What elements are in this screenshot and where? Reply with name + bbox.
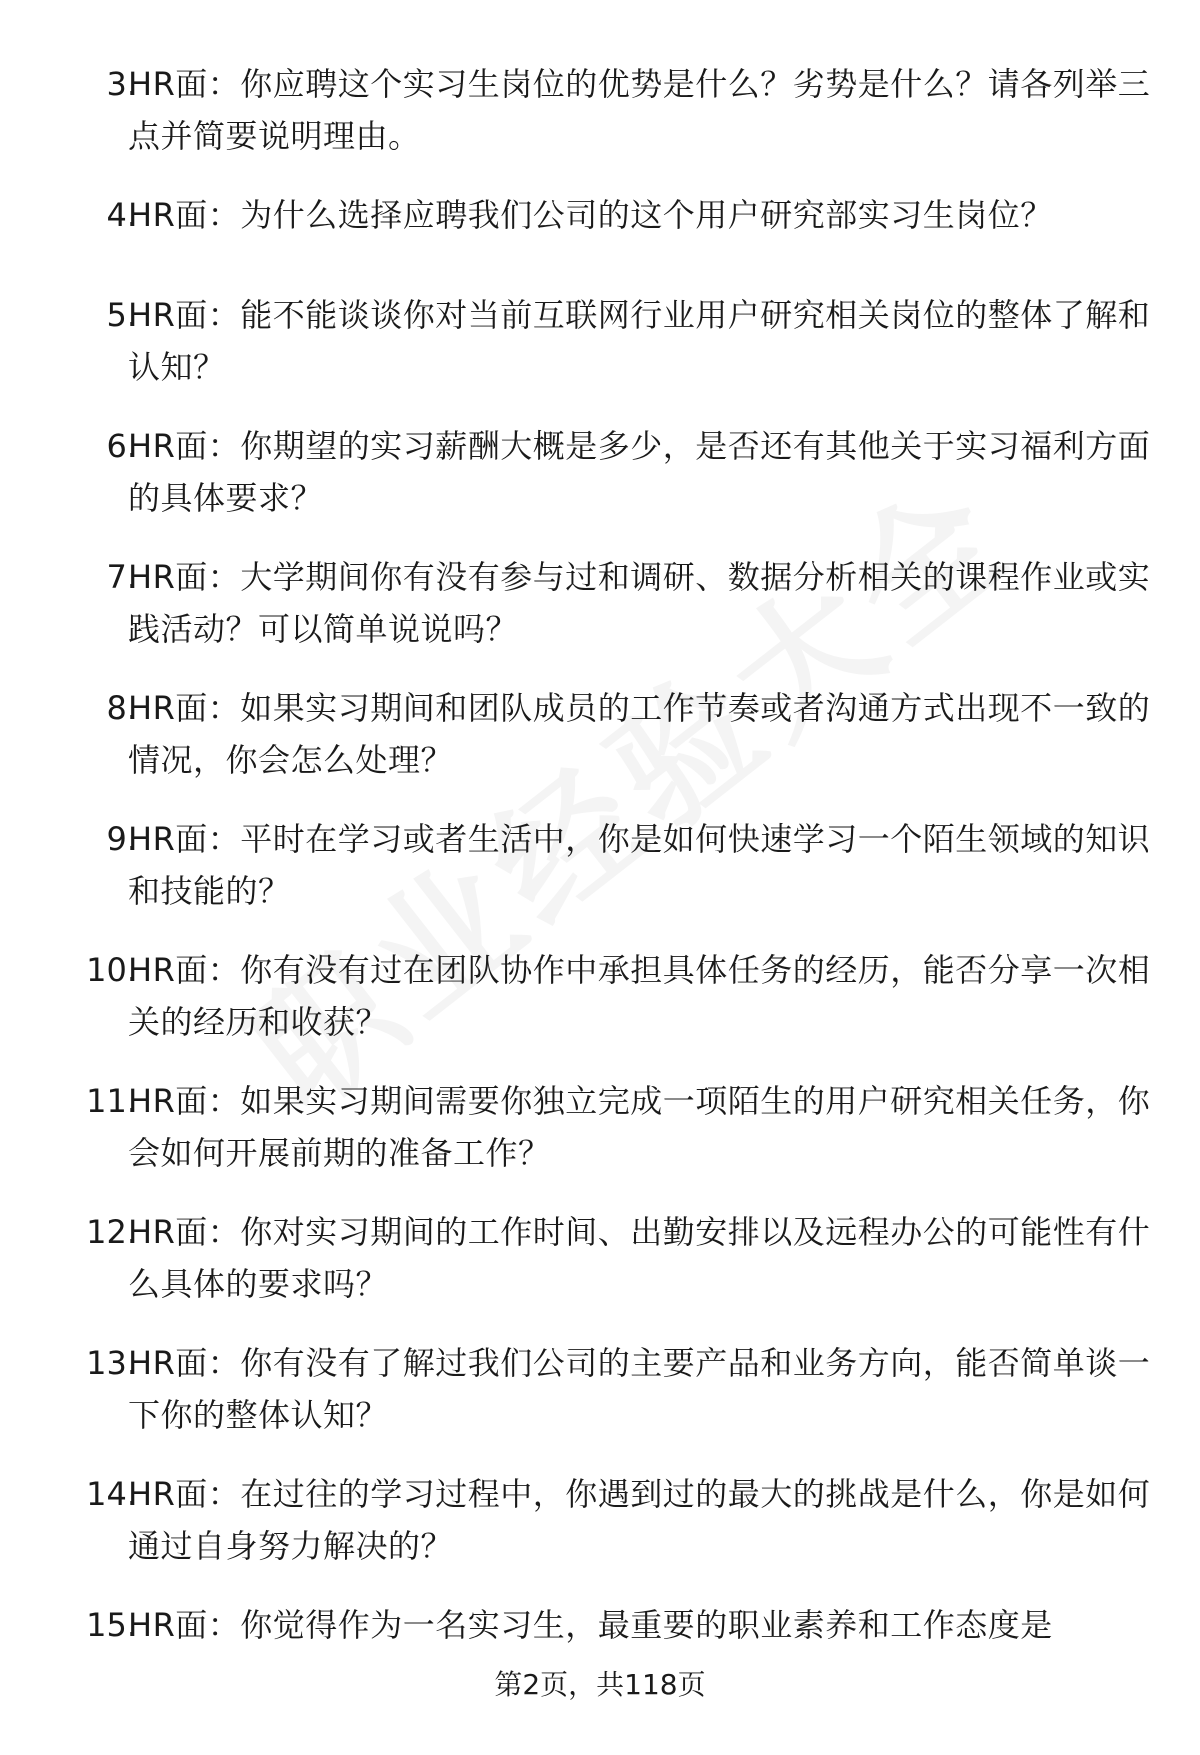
question-text: HR面：你应聘这个实习生岗位的优势是什么？劣势是什么？请各列举三点并简要说明理由。 <box>128 65 1151 155</box>
question-text: HR面：你有没有了解过我们公司的主要产品和业务方向，能否简单谈一下你的整体认知？ <box>128 1344 1151 1434</box>
question-text: HR面：如果实习期间和团队成员的工作节奏或者沟通方式出现不一致的情况，你会怎么处理？ <box>128 689 1151 779</box>
list-item <box>0 189 1200 289</box>
list-item <box>0 551 1200 682</box>
question-number: 13. <box>86 1344 137 1382</box>
question-number: 4. <box>106 196 137 234</box>
list-item <box>0 420 1200 551</box>
question-text: HR面：你有没有过在团队协作中承担具体任务的经历，能否分享一次相关的经历和收获？ <box>128 951 1151 1041</box>
question-list <box>0 58 1200 1730</box>
question-number: 14. <box>86 1475 137 1513</box>
list-item <box>0 1337 1200 1468</box>
list-item <box>0 1075 1200 1206</box>
question-text: HR面：你对实习期间的工作时间、出勤安排以及远程办公的可能性有什么具体的要求吗？ <box>128 1213 1151 1303</box>
question-number: 7. <box>106 558 137 596</box>
question-text: HR面：你觉得作为一名实习生，最重要的职业素养和工作态度是 <box>128 1606 1053 1644</box>
question-text: HR面：平时在学习或者生活中，你是如何快速学习一个陌生领域的知识和技能的？ <box>128 820 1151 910</box>
list-item <box>0 58 1200 189</box>
question-number: 9. <box>106 820 137 858</box>
question-number: 11. <box>86 1082 137 1120</box>
question-text: HR面：为什么选择应聘我们公司的这个用户研究部实习生岗位？ <box>128 196 1053 234</box>
list-item <box>0 682 1200 813</box>
page-footer: 第2页，共118页 <box>494 1668 706 1701</box>
question-text: HR面：在过往的学习过程中，你遇到过的最大的挑战是什么，你是如何通过自身努力解决的？ <box>128 1475 1151 1565</box>
question-number: 15. <box>86 1606 137 1644</box>
question-text: HR面：如果实习期间需要你独立完成一项陌生的用户研究相关任务，你会如何开展前期的准备工作？ <box>128 1082 1151 1172</box>
list-item <box>0 944 1200 1075</box>
question-text: HR面：大学期间你有没有参与过和调研、数据分析相关的课程作业或实践活动？可以简单说说吗？ <box>128 558 1151 648</box>
question-number: 6. <box>106 427 137 465</box>
list-item <box>0 1206 1200 1337</box>
question-text: HR面：能不能谈谈你对当前互联网行业用户研究相关岗位的整体了解和认知？ <box>128 296 1151 386</box>
list-item <box>0 1468 1200 1599</box>
question-number: 5. <box>106 296 137 334</box>
question-number: 3. <box>106 65 137 103</box>
list-item <box>0 813 1200 944</box>
question-number: 12. <box>86 1213 137 1251</box>
question-number: 10. <box>86 951 137 989</box>
question-text: HR面：你期望的实习薪酬大概是多少，是否还有其他关于实习福利方面的具体要求？ <box>128 427 1151 517</box>
list-item <box>0 289 1200 420</box>
question-number: 8. <box>106 689 137 727</box>
